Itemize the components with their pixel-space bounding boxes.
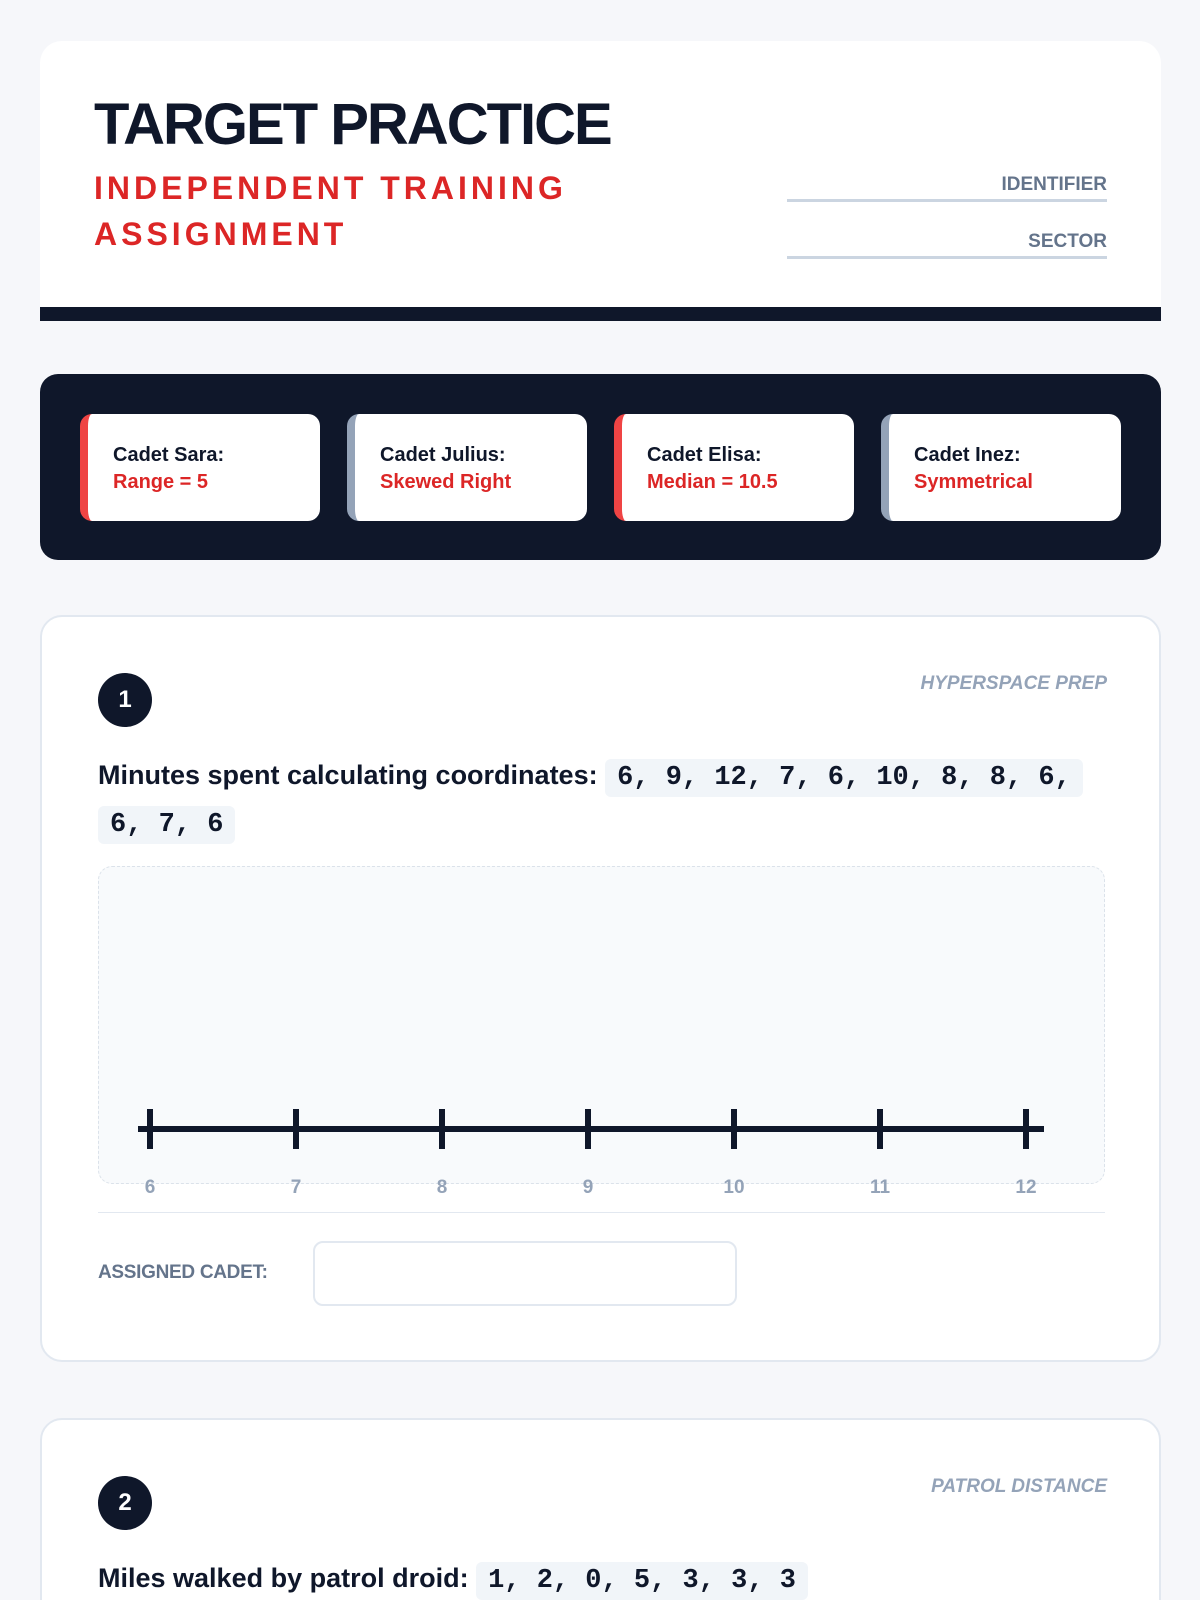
axis-tick-label-8: 8: [436, 1177, 448, 1198]
question-data-set: 1, 2, 0, 5, 3, 3, 3: [476, 1562, 808, 1600]
axis-tick-label-7: 7: [290, 1177, 302, 1198]
axis-rule: [98, 1212, 1105, 1213]
question-tag: PATROL DISTANCE: [931, 1476, 1107, 1497]
cadet-claims-panel: [40, 374, 1161, 560]
cadet-card-inez: [881, 414, 1121, 521]
cadet-name: Cadet Sara:: [113, 444, 225, 466]
question-card-1: [40, 615, 1161, 1362]
cadet-claim: Range = 5: [113, 471, 209, 493]
question-number-badge: 1: [98, 673, 152, 727]
cadet-name: Cadet Julius:: [380, 444, 506, 466]
sector-field[interactable]: [787, 231, 1107, 259]
cadet-card-elisa: [614, 414, 854, 521]
question-number-badge: 2: [98, 1476, 152, 1530]
cadet-name: Cadet Elisa:: [647, 444, 762, 466]
cadet-claim: Median = 10.5: [647, 471, 778, 493]
assigned-cadet-label: ASSIGNED CADET:: [98, 1262, 268, 1283]
page-title: TARGET PRACTICE: [94, 92, 611, 157]
cadet-claim: Skewed Right: [380, 471, 512, 493]
header-divider: [40, 307, 1161, 321]
assigned-cadet-input[interactable]: [313, 1241, 737, 1306]
axis-tick-label-11: 11: [869, 1177, 891, 1198]
cadet-card-sara: [80, 414, 320, 521]
axis-tick-label-10: 10: [723, 1177, 745, 1198]
page-subtitle: INDEPENDENT TRAINING ASSIGNMENT: [94, 170, 567, 252]
number-line-axis: [42, 617, 1159, 1237]
question-card-2: [40, 1418, 1161, 1600]
cadet-card-julius: [347, 414, 587, 521]
question-prompt: [98, 1556, 1078, 1600]
question-tag: HYPERSPACE PREP: [920, 673, 1107, 694]
axis-tick-label-12: 12: [1015, 1177, 1037, 1198]
worksheet-header: [40, 41, 1161, 321]
identifier-label: IDENTIFIER: [1001, 174, 1107, 195]
cadet-claim: Symmetrical: [914, 471, 1033, 493]
question-prompt-text: Minutes spent calculating coordinates:: [98, 760, 598, 790]
identifier-field[interactable]: [787, 174, 1107, 202]
question-data-set: 6, 9, 12, 7, 6, 10, 8, 8, 6, 6, 7, 6: [98, 759, 1083, 844]
sector-label: SECTOR: [1028, 231, 1107, 252]
question-prompt-text: Miles walked by patrol droid:: [98, 1563, 469, 1593]
axis-tick-label-9: 9: [582, 1177, 594, 1198]
axis-tick-label-6: 6: [144, 1177, 156, 1198]
cadet-name: Cadet Inez:: [914, 444, 1021, 466]
